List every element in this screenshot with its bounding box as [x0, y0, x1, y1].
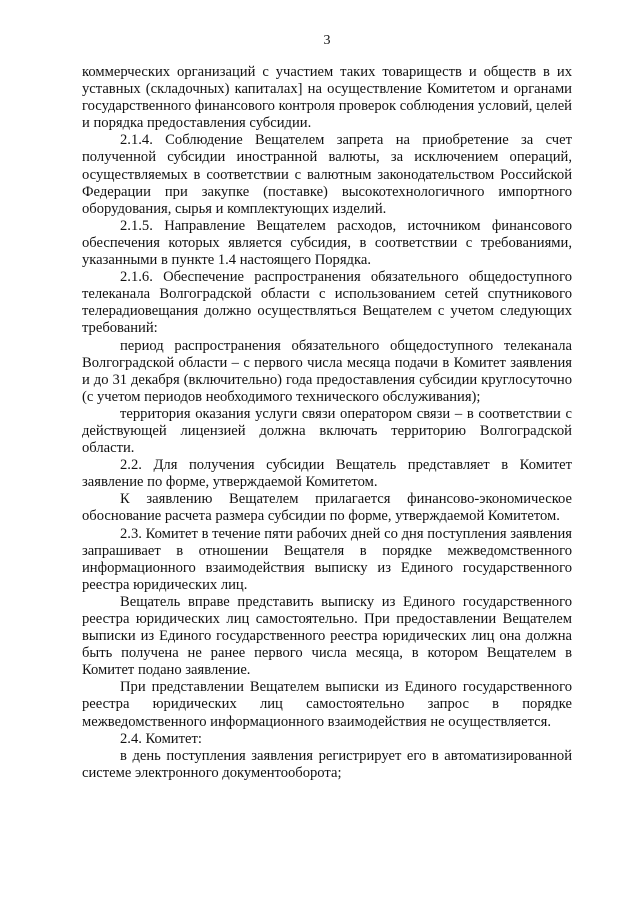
- paragraph: 2.1.6. Обеспечение распространения обязательного общедоступного телеканала Волгоградской области с использованием сетей спутникового телерадиовещания должно осуществляться Вещателем с учетом следующих требований:: [82, 269, 572, 337]
- paragraph: 2.1.4. Соблюдение Вещателем запрета на приобретение за счет полученной субсидии иностранной валюты, за исключением операций, осуществляемых в соответствии с валютным законодательством Российской Федерации при закупке (поставке) высокотехнологичного импортного оборудования, сырья и комплектующих изделий.: [82, 132, 572, 217]
- paragraph: в день поступления заявления регистрирует его в автоматизированной системе электронного документооборота;: [82, 747, 572, 781]
- paragraph: Вещатель вправе представить выписку из Единого государственного реестра юридических лиц самостоятельно. При предоставлении Вещателем выписки из Единого государственного реестра юридических лиц она должна быть получена не ранее первого числа месяца, в котором Вещателем в Комитет подано заявление.: [82, 593, 572, 679]
- paragraph: К заявлению Вещателем прилагается финансово-экономическое обоснование расчета размера субсидии по форме, утверждаемой Комитетом.: [82, 491, 572, 525]
- paragraph: территория оказания услуги связи оператором связи – в соответствии с действующей лицензией должна включать территорию Волгоградской области.: [82, 405, 572, 457]
- paragraph: коммерческих организаций с участием таких товариществ и обществ в их уставных (складочных) капиталах] на осуществление Комитетом и органами государственного финансового контроля проверок соблюдения условий, целей и порядка предоставления субсидии.: [82, 64, 572, 132]
- paragraph: 2.1.5. Направление Вещателем расходов, источником финансового обеспечения которых является субсидия, в соответствии с требованиями, указанными в пункте 1.4 настоящего Порядка.: [82, 217, 572, 269]
- page-number: 3: [323, 33, 331, 48]
- paragraph: 2.4. Комитет:: [120, 730, 202, 747]
- document-body: [82, 64, 572, 782]
- paragraph: При представлении Вещателем выписки из Единого государственного реестра юридических лиц самостоятельно запрос в порядке межведомственного информационного взаимодействия не осуществляется.: [82, 679, 572, 730]
- paragraph: 2.2. Для получения субсидии Вещатель представляет в Комитет заявление по форме, утверждаемой Комитетом.: [82, 457, 572, 491]
- paragraph: период распространения обязательного общедоступного телеканала Волгоградской области – с первого числа месяца подачи в Комитет заявления и до 31 декабря (включительно) года предоставления субсидии круглосуточно (с учетом периодов необходимого технического обслуживания);: [82, 337, 572, 405]
- paragraph: 2.3. Комитет в течение пяти рабочих дней со дня поступления заявления запрашивает в отношении Вещателя в порядке межведомственного информационного взаимодействия выписку из Единого государственного реестра юридических лиц.: [82, 525, 572, 593]
